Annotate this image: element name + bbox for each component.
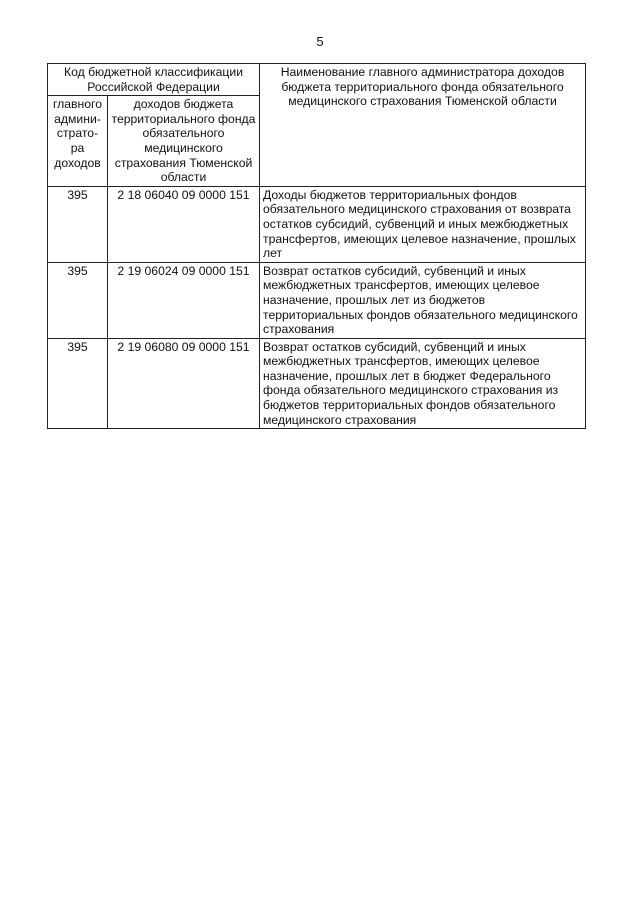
table-row bbox=[48, 186, 586, 262]
administrator-code-cell: 395 bbox=[48, 262, 108, 338]
table-row bbox=[48, 338, 586, 429]
classification-code-header: Код бюджетной классификации Российской Федерации bbox=[48, 64, 260, 96]
chief-administrator-header: главного админи-страто-ра доходов bbox=[48, 96, 108, 187]
administrator-name-header: Наименование главного администратора доходов бюджета территориального фонда обязательного медицинского страхования Тюменской области bbox=[260, 64, 586, 187]
page-number: 5 bbox=[316, 34, 324, 49]
budget-classification-table bbox=[47, 63, 586, 429]
revenue-code-cell: 2 19 06024 09 0000 151 bbox=[108, 262, 260, 338]
revenue-code-cell: 2 19 06080 09 0000 151 bbox=[108, 338, 260, 429]
revenue-name-cell: Доходы бюджетов территориальных фондов обязательного медицинского страхования от возврата остатков субсидий, субвенций и иных межбюджетных трансфертов, имеющих целевое назначение, прошлых лет bbox=[260, 186, 586, 262]
administrator-code-cell: 395 bbox=[48, 186, 108, 262]
revenue-name-cell: Возврат остатков субсидий, субвенций и иных межбюджетных трансфертов, имеющих целевое назначение, прошлых лет из бюджетов территориальных фондов обязательного медицинского страхования bbox=[260, 262, 586, 338]
revenue-code-header: доходов бюджета территориального фонда обязательного медицинского страхования Тюменской области bbox=[108, 96, 260, 187]
table-row bbox=[48, 262, 586, 338]
header-row bbox=[48, 64, 586, 96]
revenue-name-cell: Возврат остатков субсидий, субвенций и иных межбюджетных трансфертов, имеющих целевое назначение, прошлых лет в бюджет Федерального фонда обязательного медицинского страхования из бюджетов территориальных фондов обязательного медицинского страхования bbox=[260, 338, 586, 429]
administrator-code-cell: 395 bbox=[48, 338, 108, 429]
revenue-code-cell: 2 18 06040 09 0000 151 bbox=[108, 186, 260, 262]
